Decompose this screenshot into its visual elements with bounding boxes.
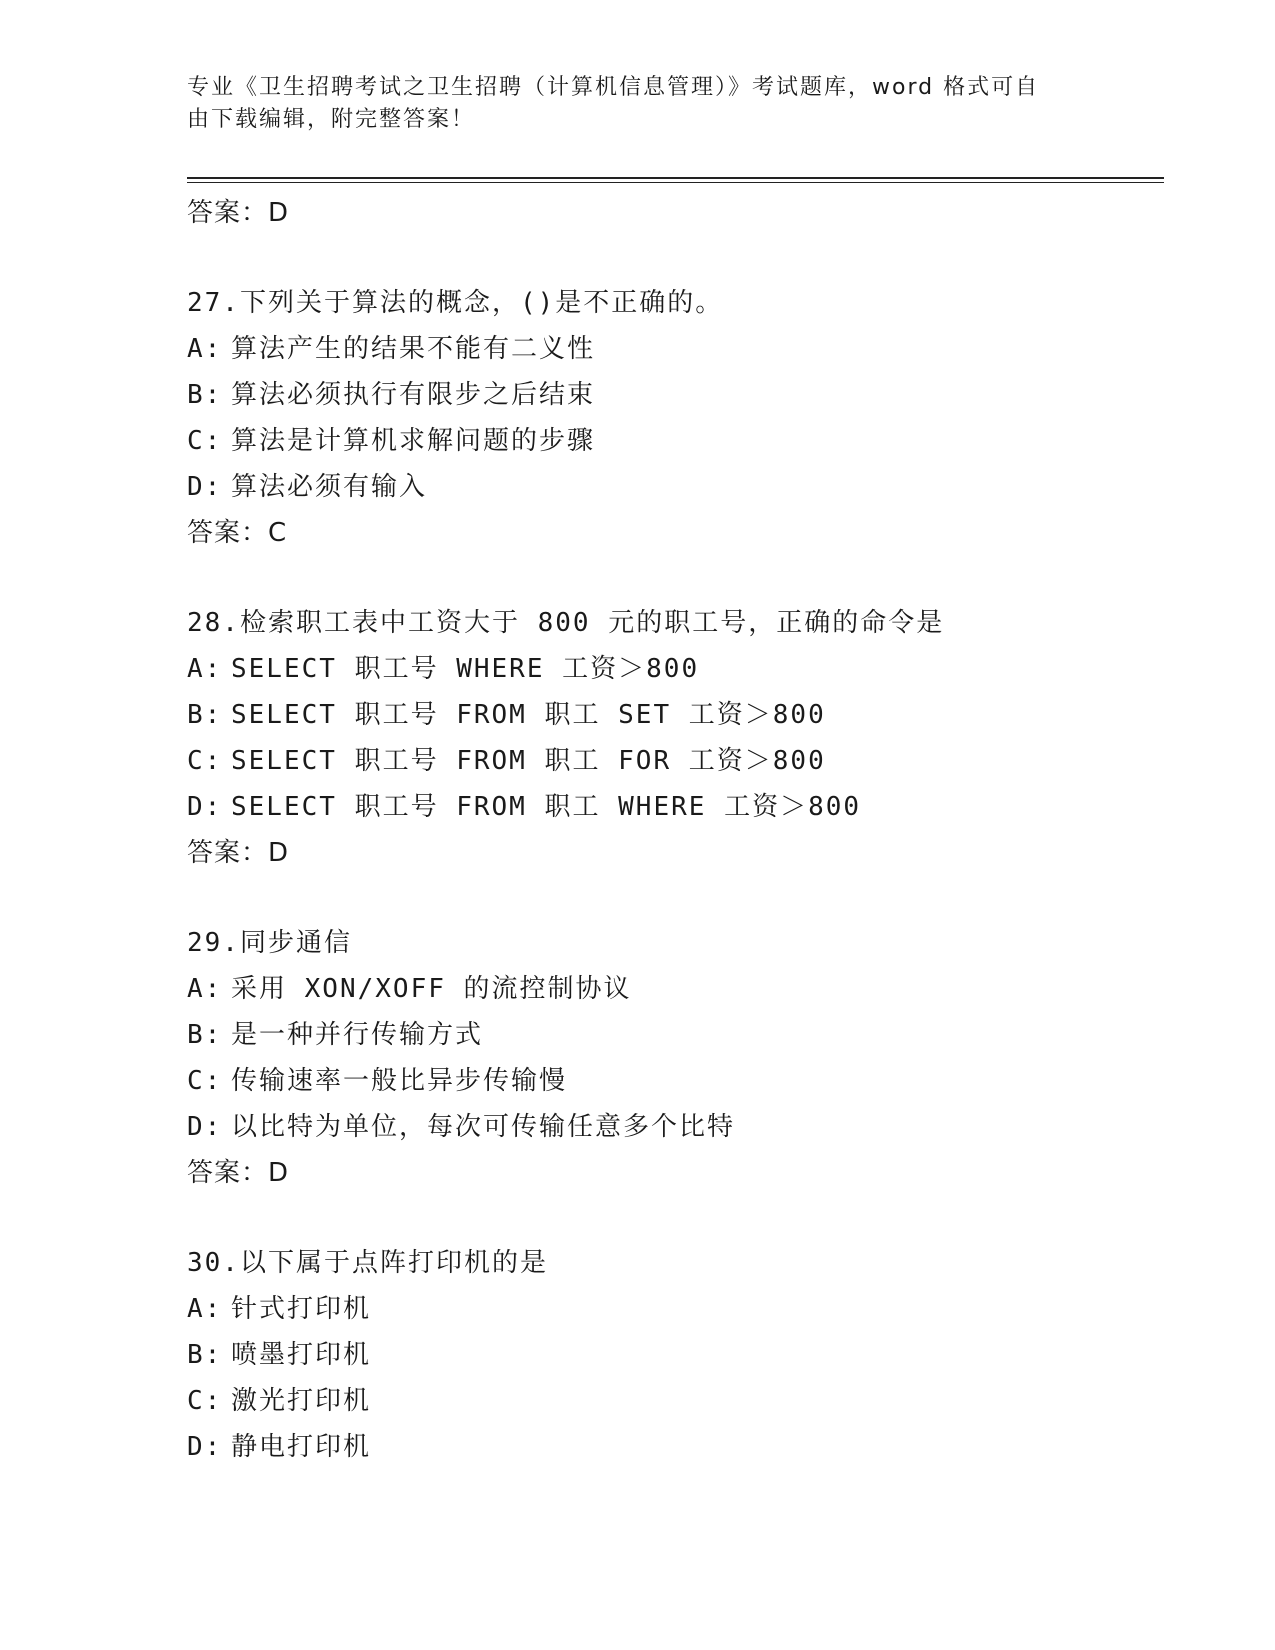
option-text: 喷墨打印机 xyxy=(231,1340,372,1370)
answer-line: 答案：C xyxy=(187,518,288,548)
option-a xyxy=(187,646,1164,692)
option-letter: D: xyxy=(187,1432,223,1462)
question-item xyxy=(187,1240,1164,1470)
option-d xyxy=(187,1424,1164,1470)
question-item xyxy=(187,920,1164,1196)
answer-line: 答案：D xyxy=(187,198,290,228)
option-text: SELECT 职工号 FROM 职工 SET 工资＞800 xyxy=(231,700,826,730)
option-c xyxy=(187,418,1164,464)
option-d xyxy=(187,1104,1164,1150)
option-a xyxy=(187,966,1164,1012)
document-header xyxy=(187,72,1067,136)
question-item xyxy=(187,280,1164,556)
option-text: SELECT 职工号 FROM 职工 FOR 工资＞800 xyxy=(231,746,826,776)
option-b xyxy=(187,372,1164,418)
option-b xyxy=(187,1332,1164,1378)
option-letter: C: xyxy=(187,1066,223,1096)
option-text: 静电打印机 xyxy=(231,1432,372,1462)
header-line-1: 专业《卫生招聘考试之卫生招聘（计算机信息管理）》考试题库，word 格式可自 xyxy=(187,75,1040,100)
question-stem: 27.下列关于算法的概念，()是不正确的。 xyxy=(187,288,724,318)
answer-line: 答案：D xyxy=(187,1158,290,1188)
option-letter: C: xyxy=(187,746,223,776)
option-text: 算法产生的结果不能有二义性 xyxy=(231,334,596,364)
option-a xyxy=(187,326,1164,372)
option-letter: B: xyxy=(187,1020,223,1050)
option-letter: A: xyxy=(187,654,223,684)
option-letter: A: xyxy=(187,334,223,364)
answer-line: 答案：D xyxy=(187,838,290,868)
header-divider-thin xyxy=(187,182,1164,183)
option-c xyxy=(187,738,1164,784)
option-letter: D: xyxy=(187,1112,223,1142)
question-stem: 29.同步通信 xyxy=(187,928,352,958)
option-letter: C: xyxy=(187,426,223,456)
option-text: 算法必须有输入 xyxy=(231,472,428,502)
option-letter: B: xyxy=(187,380,223,410)
option-text: 算法是计算机求解问题的步骤 xyxy=(231,426,596,456)
option-letter: B: xyxy=(187,1340,223,1370)
option-text: 算法必须执行有限步之后结束 xyxy=(231,380,596,410)
option-text: 传输速率一般比异步传输慢 xyxy=(231,1066,568,1096)
option-letter: D: xyxy=(187,472,223,502)
option-c xyxy=(187,1058,1164,1104)
option-text: 采用 XON/XOFF 的流控制协议 xyxy=(231,974,632,1004)
option-a xyxy=(187,1286,1164,1332)
question-stem: 30.以下属于点阵打印机的是 xyxy=(187,1248,548,1278)
option-letter: D: xyxy=(187,792,223,822)
question-stem: 28.检索职工表中工资大于 800 元的职工号，正确的命令是 xyxy=(187,608,945,638)
option-letter: A: xyxy=(187,1294,223,1324)
option-letter: A: xyxy=(187,974,223,1004)
option-letter: B: xyxy=(187,700,223,730)
option-d xyxy=(187,784,1164,830)
option-c xyxy=(187,1378,1164,1424)
option-b xyxy=(187,692,1164,738)
option-text: 以比特为单位，每次可传输任意多个比特 xyxy=(231,1112,736,1142)
option-text: SELECT 职工号 WHERE 工资＞800 xyxy=(231,654,700,684)
question-item xyxy=(187,600,1164,876)
option-text: 是一种并行传输方式 xyxy=(231,1020,484,1050)
header-divider xyxy=(187,177,1164,179)
option-text: 针式打印机 xyxy=(231,1294,372,1324)
option-letter: C: xyxy=(187,1386,223,1416)
option-d xyxy=(187,464,1164,510)
question-list xyxy=(187,190,1164,1470)
option-text: 激光打印机 xyxy=(231,1386,372,1416)
option-b xyxy=(187,1012,1164,1058)
option-text: SELECT 职工号 FROM 职工 WHERE 工资＞800 xyxy=(231,792,862,822)
header-line-2: 由下载编辑，附完整答案！ xyxy=(187,107,476,132)
